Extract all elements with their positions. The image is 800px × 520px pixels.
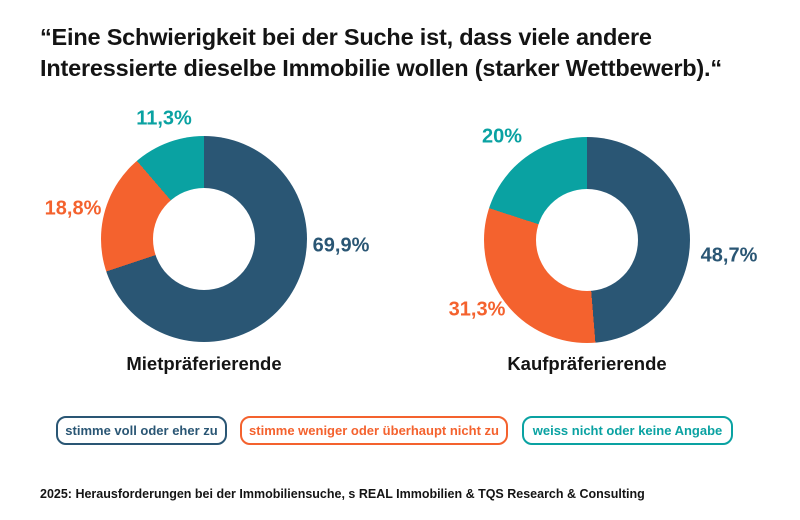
pct-label-miet-disagree: 18,8% xyxy=(44,197,102,220)
donut-chart-kauf xyxy=(484,137,690,343)
legend-pill-agree[interactable]: stimme voll oder eher zu xyxy=(56,416,227,445)
chart-title-kauf: Kaufpräferierende xyxy=(507,353,667,374)
donut-hole xyxy=(536,189,638,291)
page-title xyxy=(40,22,760,84)
page-title-line-1: “Eine Schwierigkeit bei der Suche ist, dass viele andere xyxy=(40,24,652,50)
pct-label-kauf-agree: 48,7% xyxy=(700,244,758,267)
page-title-line-2: Interessierte dieselbe Immobilie wollen (starker Wettbewerb).“ xyxy=(40,55,722,81)
legend-pill-disagree[interactable]: stimme weniger oder überhaupt nicht zu xyxy=(240,416,508,445)
pct-label-kauf-disagree: 31,3% xyxy=(448,298,506,321)
legend-pill-unknown[interactable]: weiss nicht oder keine Angabe xyxy=(522,416,733,445)
donut-hole xyxy=(153,188,255,290)
chart-title-miet: Mietpräferierende xyxy=(126,353,282,374)
footer-source: 2025: Herausforderungen bei der Immobiliensuche, s REAL Immobilien & TQS Research & Consulting xyxy=(40,487,645,501)
pct-label-kauf-unknown: 20% xyxy=(481,125,523,148)
donut-chart-miet xyxy=(101,136,307,342)
pct-label-miet-unknown: 11,3% xyxy=(136,107,192,130)
pct-label-miet-agree: 69,9% xyxy=(312,234,370,257)
